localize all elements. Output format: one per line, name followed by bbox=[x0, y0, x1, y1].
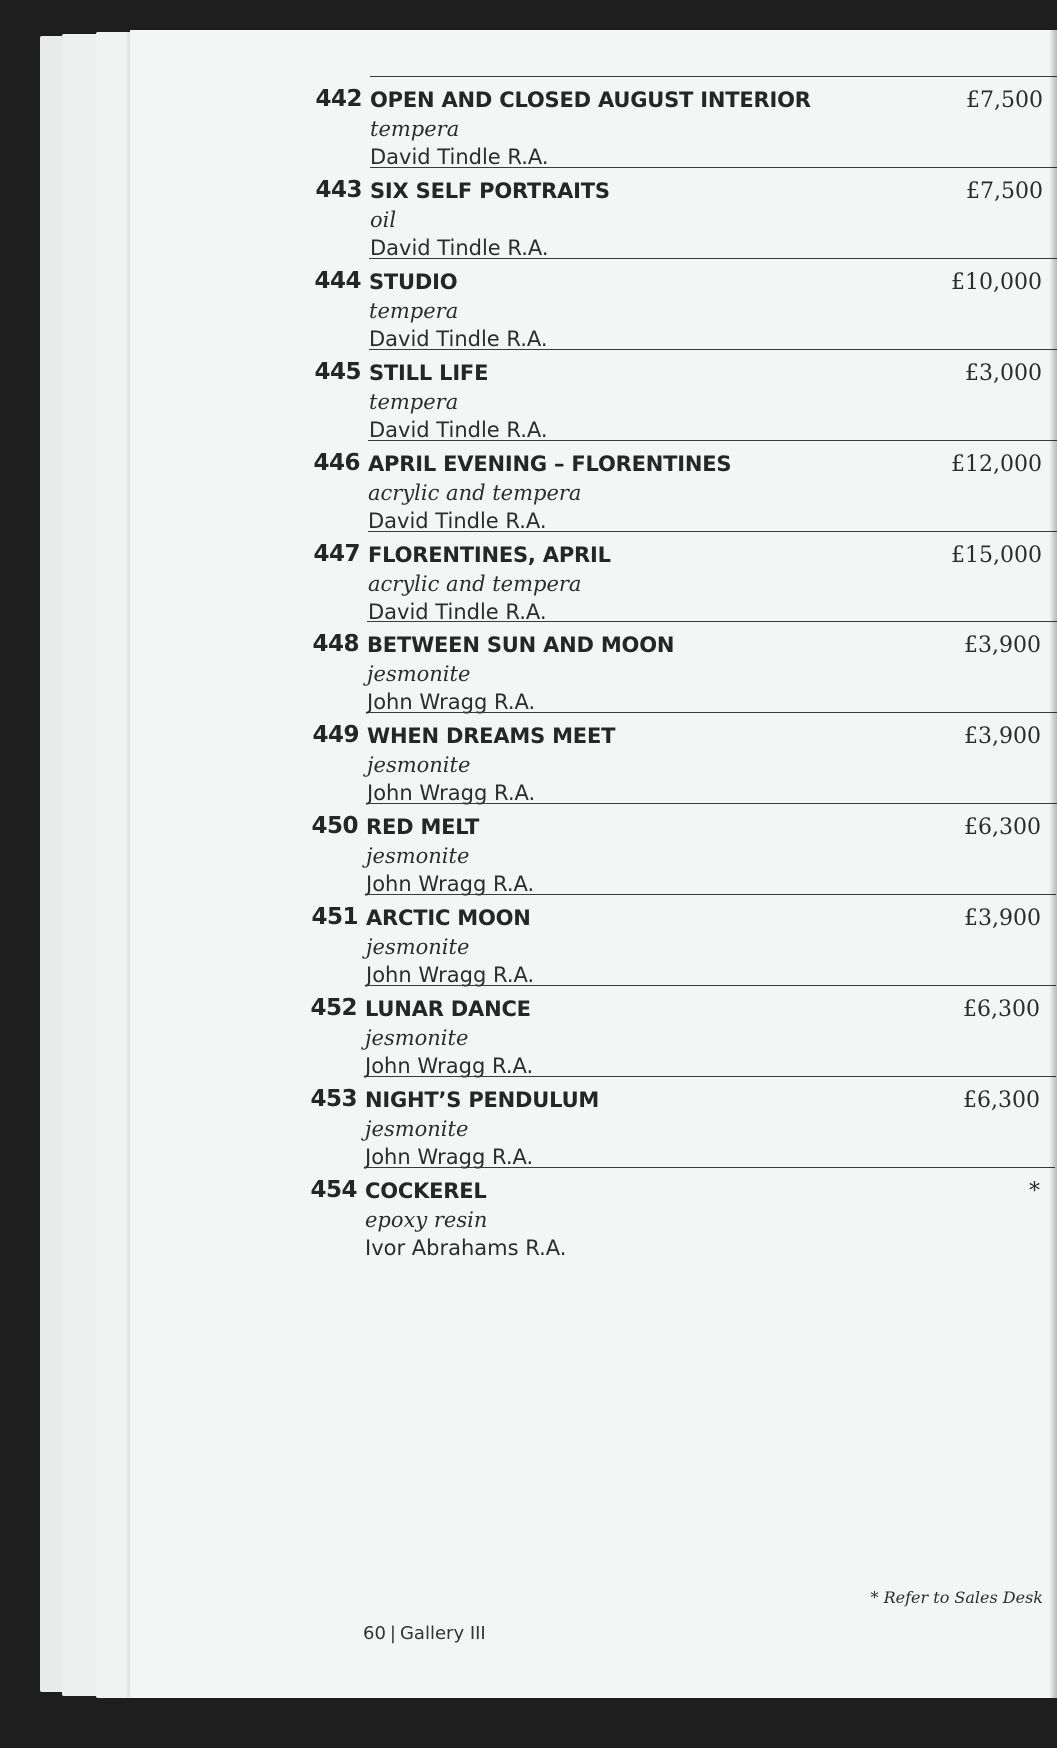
entry-number: 451 bbox=[311, 904, 358, 931]
entry-title: APRIL EVENING – FLORENTINES bbox=[368, 451, 732, 476]
entry-title: NIGHT’S PENDULUM bbox=[365, 1087, 600, 1112]
entry-artist: Ivor Abrahams R.A. bbox=[365, 1235, 567, 1260]
entry-medium: acrylic and tempera bbox=[368, 480, 582, 505]
entry-artist: John Wragg R.A. bbox=[366, 963, 535, 988]
catalogue-entry bbox=[130, 531, 1057, 632]
entry-divider bbox=[368, 440, 1057, 441]
entry-number: 442 bbox=[315, 86, 362, 112]
entry-title: RED MELT bbox=[366, 815, 480, 840]
entry-artist: John Wragg R.A. bbox=[366, 872, 535, 897]
entry-medium: jesmonite bbox=[367, 753, 471, 778]
entry-price: £3,900 bbox=[964, 724, 1041, 750]
entry-medium: tempera bbox=[369, 298, 459, 323]
entry-number: 449 bbox=[312, 722, 359, 749]
entry-medium: jesmonite bbox=[365, 1026, 469, 1050]
entry-number: 453 bbox=[310, 1085, 357, 1112]
entry-divider bbox=[368, 531, 1057, 532]
entry-price: £6,300 bbox=[963, 997, 1040, 1022]
entry-title: COCKEREL bbox=[365, 1178, 487, 1203]
entry-number: 454 bbox=[310, 1176, 357, 1203]
entry-price: £12,000 bbox=[951, 451, 1042, 477]
entry-medium: oil bbox=[370, 207, 397, 232]
entry-divider bbox=[366, 803, 1057, 804]
page-footer bbox=[363, 1623, 486, 1644]
entry-price: £3,000 bbox=[965, 360, 1042, 386]
footnote: * Refer to Sales Desk bbox=[870, 1588, 1043, 1607]
catalogue-entry bbox=[130, 440, 1057, 541]
entry-number: 447 bbox=[313, 540, 360, 567]
entry-divider bbox=[367, 621, 1057, 622]
entry-medium: acrylic and tempera bbox=[368, 571, 582, 596]
entry-artist: John Wragg R.A. bbox=[367, 781, 536, 806]
catalogue-entry bbox=[130, 349, 1057, 450]
entry-artist: John Wragg R.A. bbox=[365, 1144, 534, 1169]
entry-medium: epoxy resin bbox=[365, 1207, 488, 1232]
entry-medium: tempera bbox=[369, 389, 459, 414]
entry-divider bbox=[369, 349, 1057, 350]
catalogue-entry bbox=[130, 167, 1057, 268]
entry-title: SIX SELF PORTRAITS bbox=[370, 178, 610, 203]
entry-number: 452 bbox=[310, 995, 357, 1021]
entry-price: £6,300 bbox=[964, 815, 1041, 841]
entry-title: LUNAR DANCE bbox=[365, 997, 531, 1021]
entry-divider bbox=[369, 258, 1057, 259]
entry-medium: jesmonite bbox=[367, 662, 471, 687]
entry-title: WHEN DREAMS MEET bbox=[367, 724, 616, 749]
page-number: 60 bbox=[363, 1623, 386, 1644]
catalogue-entry bbox=[130, 1167, 1057, 1268]
entry-artist: David Tindle R.A. bbox=[370, 145, 549, 169]
catalogue-entry bbox=[130, 985, 1057, 1086]
entry-artist: John Wragg R.A. bbox=[365, 1054, 534, 1078]
entry-artist: David Tindle R.A. bbox=[368, 599, 547, 624]
entry-number: 443 bbox=[315, 176, 362, 203]
entry-number: 446 bbox=[313, 449, 360, 476]
entry-number: 448 bbox=[312, 631, 359, 658]
entry-divider bbox=[365, 1167, 1055, 1168]
entry-price: £3,900 bbox=[964, 633, 1041, 659]
entry-title: STUDIO bbox=[369, 269, 458, 294]
catalogue-entry bbox=[130, 621, 1057, 722]
entry-number: 450 bbox=[311, 813, 358, 840]
entry-title: OPEN AND CLOSED AUGUST INTERIOR bbox=[370, 88, 811, 112]
section-name: Gallery III bbox=[399, 1623, 486, 1644]
catalogue-entry bbox=[130, 803, 1057, 904]
entry-price: £6,300 bbox=[963, 1087, 1040, 1113]
entry-divider bbox=[365, 985, 1056, 986]
entry-title: ARCTIC MOON bbox=[366, 906, 531, 931]
entry-medium: jesmonite bbox=[366, 844, 470, 869]
entry-price: £15,000 bbox=[951, 542, 1042, 568]
catalogue-page bbox=[130, 30, 1057, 1698]
entry-divider bbox=[370, 167, 1057, 168]
entry-title: STILL LIFE bbox=[369, 360, 489, 385]
entry-divider bbox=[370, 76, 1057, 77]
entry-price: * bbox=[1029, 1178, 1040, 1204]
entry-artist: David Tindle R.A. bbox=[370, 235, 549, 260]
entry-title: BETWEEN SUN AND MOON bbox=[367, 633, 675, 658]
catalogue-entry bbox=[130, 894, 1057, 995]
footer-separator: | bbox=[389, 1623, 396, 1644]
catalogue-entry bbox=[130, 712, 1057, 813]
entry-artist: David Tindle R.A. bbox=[369, 417, 548, 442]
entry-divider bbox=[367, 712, 1057, 713]
entry-medium: jesmonite bbox=[366, 935, 470, 960]
catalogue-entry bbox=[130, 76, 1057, 177]
page-edge-shadow bbox=[1049, 30, 1057, 1698]
entry-price: £7,500 bbox=[966, 88, 1043, 113]
entry-divider bbox=[365, 1076, 1056, 1077]
entry-number: 444 bbox=[314, 267, 361, 294]
entry-price: £10,000 bbox=[951, 269, 1042, 295]
entry-price: £3,900 bbox=[964, 906, 1041, 932]
entry-number: 445 bbox=[314, 358, 361, 385]
entry-medium: jesmonite bbox=[365, 1116, 469, 1141]
entry-price: £7,500 bbox=[966, 178, 1043, 204]
entry-artist: David Tindle R.A. bbox=[369, 326, 548, 351]
entry-divider bbox=[366, 894, 1056, 895]
entry-medium: tempera bbox=[370, 117, 460, 141]
catalogue-entry bbox=[130, 1076, 1057, 1177]
entry-artist: David Tindle R.A. bbox=[368, 508, 547, 533]
entry-artist: John Wragg R.A. bbox=[367, 690, 536, 715]
entry-title: FLORENTINES, APRIL bbox=[368, 542, 611, 567]
catalogue-entry bbox=[130, 258, 1057, 359]
